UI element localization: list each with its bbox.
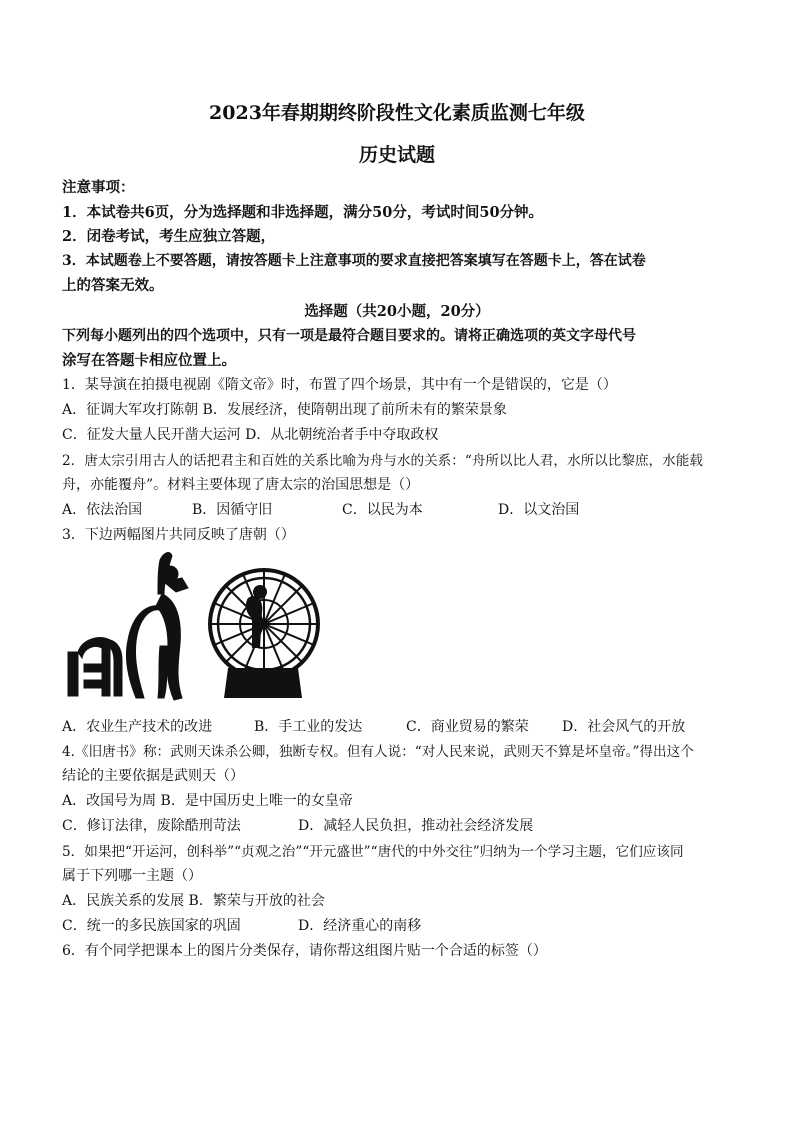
q6-stem: 6．有个同学把课本上的图片分类保存，请你帮这组图片贴一个合适的标签（） xyxy=(62,943,547,959)
q4-options-ab: A．改国号为周 B．是中国历史上唯一的女皇帝 xyxy=(62,793,353,809)
wheel-image xyxy=(198,548,322,704)
q2-option-c: C．以民为本 xyxy=(342,502,423,518)
section-instruction-2: 涂写在答题卡相应位置上。 xyxy=(62,352,236,369)
subject-title: 历史试题 xyxy=(358,144,435,166)
acrobat-image xyxy=(64,548,204,704)
q5-options-ab: A．民族关系的发展 B．繁荣与开放的社会 xyxy=(62,893,325,909)
notice-heading: 注意事项： xyxy=(62,179,135,196)
q1-options-cd: C．征发大量人民开凿大运河 D．从北朝统治者手中夺取政权 xyxy=(62,427,439,443)
q2-stem-2: 舟，亦能覆舟”。材料主要体现了唐太宗的治国思想是（） xyxy=(62,477,420,493)
q4-option-c: C．修订法律，废除酷刑苛法 xyxy=(62,818,241,834)
section-instruction-1: 下列每小题列出的四个选项中，只有一项是最符合题目要求的。请将正确选项的英文字母代号 xyxy=(62,328,636,344)
q2-option-d: D．以文治国 xyxy=(498,502,580,518)
q5-option-d: D．经济重心的南移 xyxy=(298,918,422,934)
q2-option-a: A．依法治国 xyxy=(62,502,143,518)
q5-stem-1: 5．如果把“开运河，创科举”“贞观之治”“开元盛世”“唐代的中外交往”归纳为一个学习主题，它们应该同 xyxy=(62,844,684,860)
exam-title: 2023年春期期终阶段性文化素质监测七年级 xyxy=(209,102,585,124)
q3-option-d: D．社会风气的开放 xyxy=(562,719,686,735)
section-title: 选择题（共20小题，20分） xyxy=(304,303,490,320)
q4-stem-2: 结论的主要依据是武则天（） xyxy=(62,768,244,784)
notice-item-1: 1．本试卷共6页，分为选择题和非选择题，满分50分，考试时间50分钟。 xyxy=(62,204,544,221)
notice-item-3: 3．本试题卷上不要答题，请按答题卡上注意事项的要求直接把答案填写在答题卡上，答在试卷 xyxy=(62,253,646,269)
notice-item-3-cont: 上的答案无效。 xyxy=(62,277,164,294)
q3-stem: 3．下边两幅图片共同反映了唐朝（） xyxy=(62,527,295,543)
q2-stem-1: 2．唐太宗引用古人的话把君主和百姓的关系比喻为舟与水的关系：“舟所以比人君，水所以比黎庶，水能载 xyxy=(62,453,703,469)
q2-option-b: B．因循守旧 xyxy=(192,502,273,518)
q3-option-c: C．商业贸易的繁荣 xyxy=(406,719,529,735)
q5-stem-2: 属于下列哪一主题（） xyxy=(62,868,202,884)
q3-option-a: A．农业生产技术的改进 xyxy=(62,719,213,735)
q4-stem-1: 4.《旧唐书》称：武则天诛杀公卿，独断专权。但有人说：“对人民来说，武则天不算是坏皇帝。”得出这个 xyxy=(62,744,694,760)
q5-option-c: C．统一的多民族国家的巩固 xyxy=(62,918,241,934)
q4-option-d: D．减轻人民负担，推动社会经济发展 xyxy=(298,818,534,834)
notice-item-2: 2．闭卷考试，考生应独立答题， xyxy=(62,228,276,245)
q3-option-b: B．手工业的发达 xyxy=(254,719,363,735)
q1-options-ab: A．征调大军攻打陈朝 B．发展经济，使隋朝出现了前所未有的繁荣景象 xyxy=(62,402,507,418)
q1-stem: 1．某导演在拍摄电视剧《隋文帝》时，布置了四个场景，其中有一个是错误的，它是（） xyxy=(62,377,617,393)
